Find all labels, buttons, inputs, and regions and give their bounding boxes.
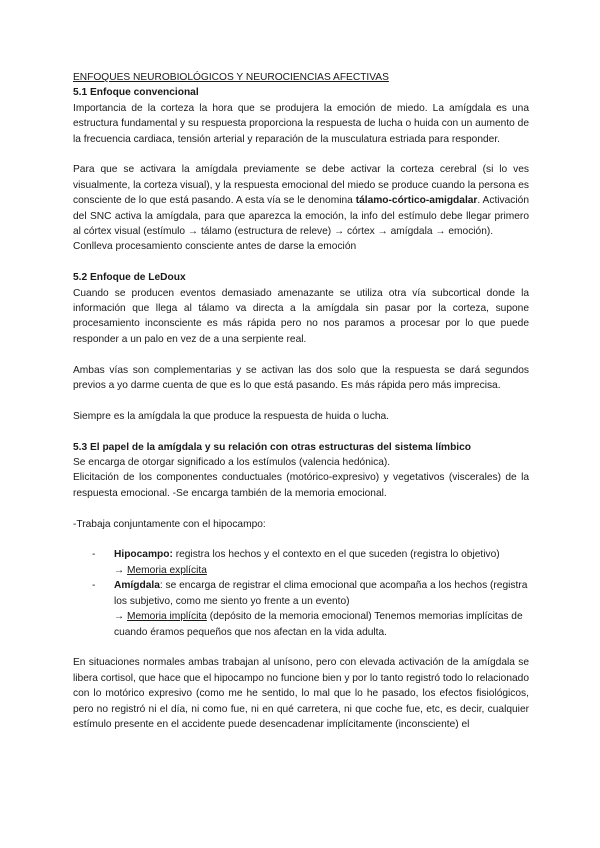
list-text: : se encarga de registrar el clima emocional que acompaña a los hechos (registra los subjetivo, como me siento yo frente a un evento)	[114, 580, 528, 607]
paragraph-gap	[73, 255, 529, 270]
arrow: →	[114, 611, 128, 623]
paragraph-gap	[73, 501, 529, 516]
text-run: Para que se activara la amígdala previamente se debe activar la corteza cerebral (si lo ves visualmente, la corteza visual), y la respuesta emocional del miedo se produce cuando la persona es consciente de lo que está pasando. A esta vía se le denomina	[73, 164, 529, 207]
paragraph: Ambas vías son complementarias y se activan las dos solo que la respuesta se dará segundos previos a yo darme cuenta de que es lo que está pasando. Es más rápida pero más imprecisa.	[73, 364, 529, 392]
section-heading-5-3: 5.3 El papel de la amígdala y su relación con otras estructuras del sistema límbico	[73, 441, 472, 453]
text-run: . Activación del SNC activa la amígdala, para que aparezca la emoción, la info del estímulo debe llegar primero al córtex visual (estímulo → tálamo (estructura de releve) → córtex → amígdala → emoción).	[73, 195, 529, 238]
section-heading-5-2: 5.2 Enfoque de LeDoux	[73, 272, 186, 284]
paragraph	[73, 162, 529, 239]
paragraph: Cuando se producen eventos demasiado amenazante se utiliza otra vía subcortical donde la información que llega al tálamo va directa a la amígdala sin pasar por la corteza, supone procesamiento inconsciente es más rápida pero no nos paramos a procesar por lo que puede responder a un palo en vez de a una serpiente real.	[73, 287, 529, 345]
memory-type: Memoria explícita	[127, 564, 207, 576]
document-title: ENFOQUES NEUROBIOLÓGICOS Y NEUROCIENCIAS AFECTIVAS	[73, 72, 389, 83]
paragraph: Conlleva procesamiento consciente antes de darse la emoción	[73, 241, 357, 253]
list-term: Amígdala	[114, 580, 160, 592]
paragraph-gap	[73, 532, 529, 547]
paragraph-gap	[73, 147, 529, 162]
paragraph: En situaciones normales ambas trabajan al unísono, pero con elevada activación de la amígdala se libera cortisol, que hace que el hipocampo no funcione bien y por lo tanto registró todo lo relacionado con lo motórico expresivo (como me he sentido, lo mal que lo he pasado, los efectos fisiológicos, pero no registró ni el día, ni como fue, ni en qué carretera, ni que coche fue, etc, es decir, cualquier estímulo presente en el accidente puede desencadenar implícitamente (inconsciente) el	[73, 657, 529, 730]
paragraph: Se encarga de otorgar significado a los estímulos (valencia hedónica).	[73, 457, 391, 469]
list-item-hipocampo	[114, 547, 529, 578]
arrow: →	[114, 564, 128, 576]
list-text: registra los hechos y el contexto en el que suceden (registra lo objetivo)	[172, 549, 500, 561]
bold-term: tálamo-córtico-amigdalar	[355, 195, 478, 207]
list-item-amigdala	[114, 578, 529, 640]
paragraph: Importancia de la corteza la hora que se produjera la emoción de miedo. La amígdala es una estructura fundamental y su respuesta proporciona la respuesta de lucha o huida con un aumento de la frecuencia cardiaca, tensión arterial y reparación de la musculatura estriada para responder.	[73, 102, 529, 145]
section-heading-5-1: 5.1 Enfoque convencional	[73, 87, 199, 99]
paragraph-gap	[73, 424, 529, 439]
list-term: Hipocampo:	[114, 549, 173, 561]
dash-list	[73, 547, 529, 639]
memory-type: Memoria implícita	[127, 611, 207, 623]
document-page	[73, 70, 529, 732]
list-text: (depósito de la memoria emocional) Tenemos memorias implícitas de cuando éramos pequeños que nos afectan en la vida adulta.	[114, 611, 523, 638]
paragraph: -Trabaja conjuntamente con el hipocampo:	[73, 518, 266, 530]
paragraph: Elicitación de los componentes conductuales (motórico-expresivo) y vegetativos (viscerales) de la respuesta emocional. -Se encarga también de la memoria emocional.	[73, 472, 529, 499]
paragraph: Siempre es la amígdala la que produce la respuesta de huida o lucha.	[73, 410, 390, 422]
paragraph-gap	[73, 393, 529, 408]
paragraph-gap	[73, 347, 529, 362]
paragraph-gap	[73, 640, 529, 655]
